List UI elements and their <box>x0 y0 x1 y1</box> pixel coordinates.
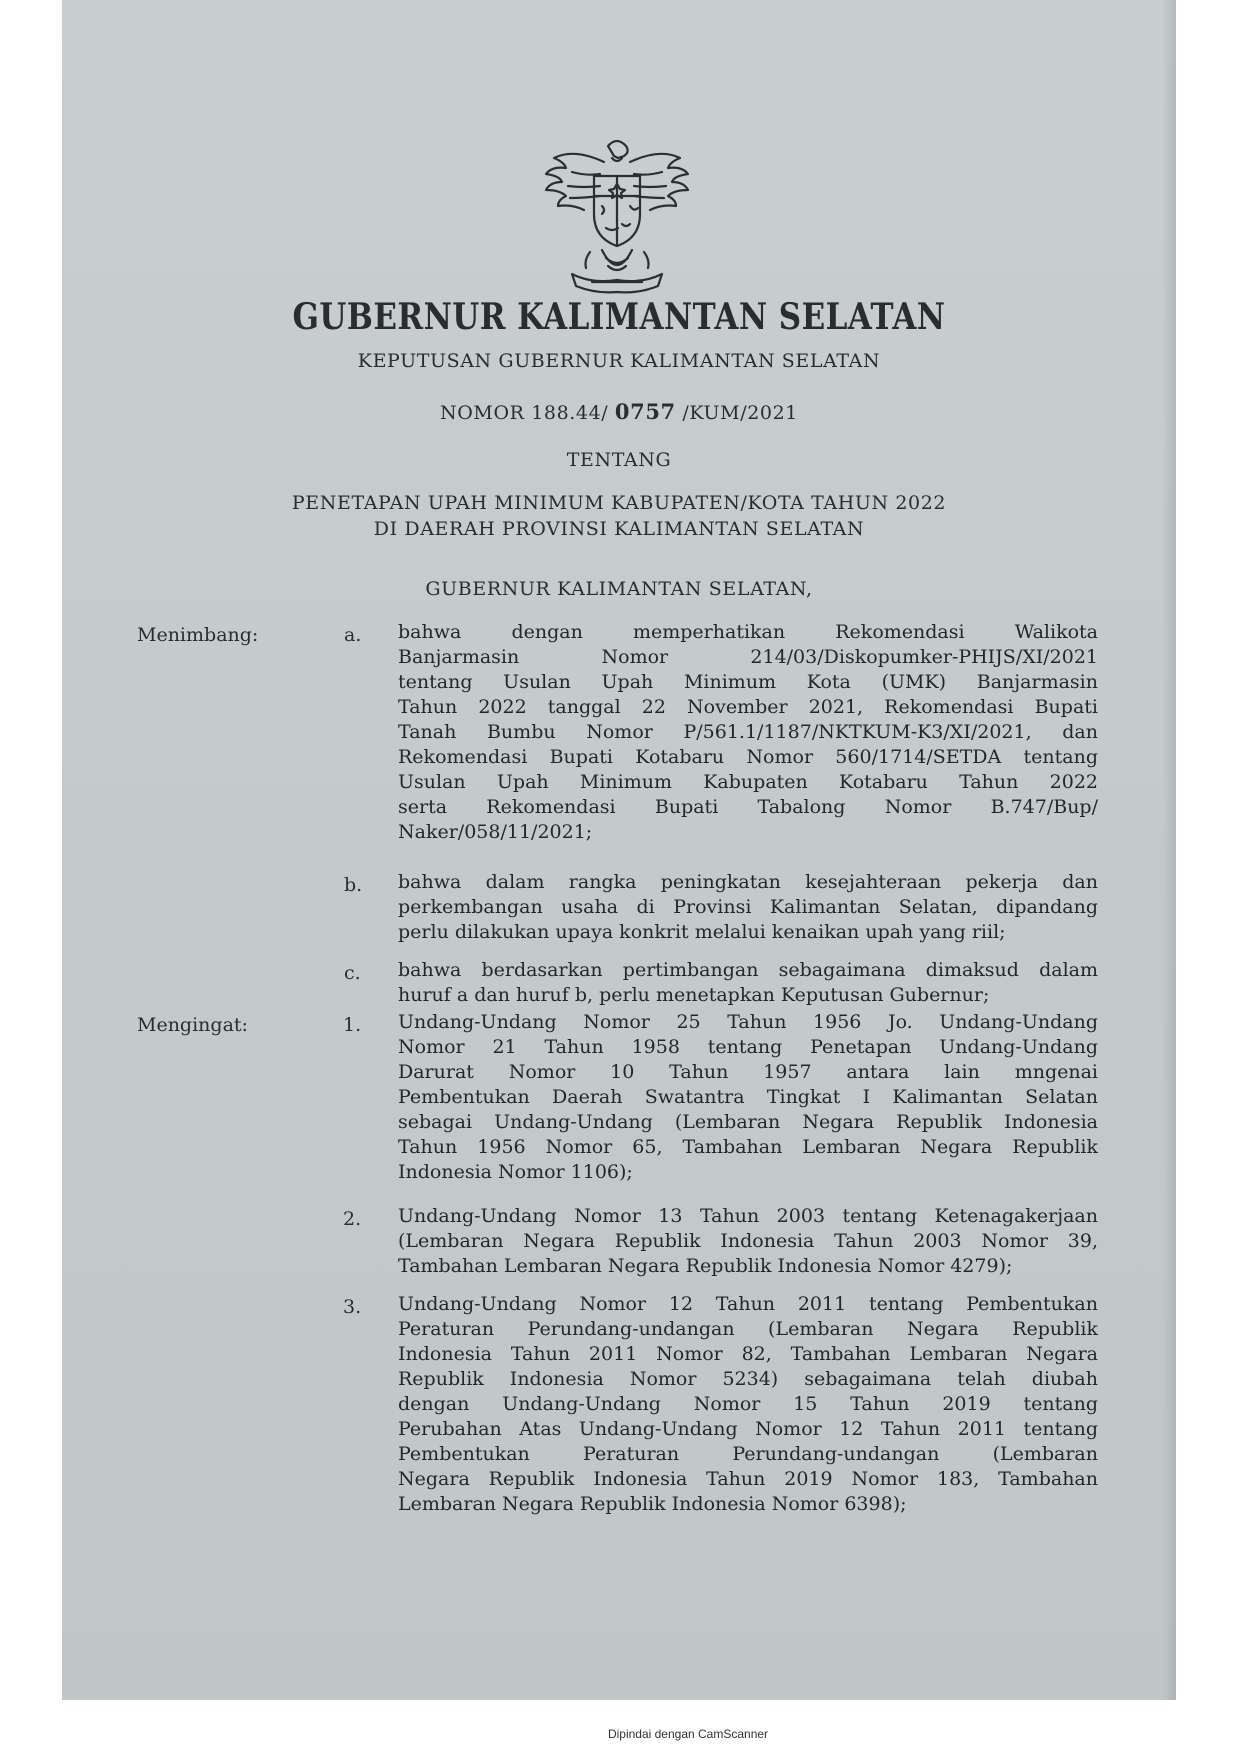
scanner-watermark: Dipindai dengan CamScanner <box>607 1727 769 1741</box>
mengingat-marker-3: 3. <box>343 1296 362 1318</box>
mengingat-label: Mengingat: <box>137 1014 248 1036</box>
decree-number-prefix: NOMOR 188.44/ <box>440 402 609 424</box>
menimbang-label: Menimbang: <box>137 624 259 646</box>
menimbang-marker-c: c. <box>344 962 361 984</box>
decree-title-line-2: DI DAERAH PROVINSI KALIMANTAN SELATAN <box>373 518 865 540</box>
garuda-emblem-icon <box>542 132 692 300</box>
text-line: Pembentukan Daerah Swatantra Tingkat I Kalimantan Selatan <box>398 1086 1098 1108</box>
mengingat-item-2 <box>398 1204 1098 1279</box>
text-line: bahwa dengan memperhatikan Rekomendasi Walikota <box>398 621 1098 643</box>
text-line: tentang Usulan Upah Minimum Kota (UMK) Banjarmasin <box>398 671 1098 693</box>
text-line: Banjarmasin Nomor 214/03/Diskopumker-PHIJS/XI/2021 <box>398 646 1098 668</box>
text-line: Nomor 21 Tahun 1958 tentang Penetapan Undang-Undang <box>398 1036 1098 1058</box>
text-line: Negara Republik Indonesia Tahun 2019 Nomor 183, Tambahan <box>398 1468 1098 1490</box>
text-line: perkembangan usaha di Provinsi Kalimantan Selatan, dipandang <box>398 896 1098 918</box>
text-line: Tahun 1956 Nomor 65, Tambahan Lembaran Negara Republik <box>398 1136 1098 1158</box>
scanned-page <box>62 0 1176 1700</box>
text-line: Undang-Undang Nomor 13 Tahun 2003 tentang Ketenagakerjaan <box>398 1205 1098 1227</box>
text-line: Darurat Nomor 10 Tahun 1957 antara lain mngenai <box>398 1061 1098 1083</box>
decree-number-value: 0757 <box>614 399 676 424</box>
text-line: huruf a dan huruf b, perlu menetapkan Keputusan Gubernur; <box>398 984 990 1006</box>
mengingat-item-1 <box>398 1010 1098 1185</box>
text-line: Republik Indonesia Nomor 5234) sebagaimana telah diubah <box>398 1368 1098 1390</box>
text-line: (Lembaran Negara Republik Indonesia Tahun 2003 Nomor 39, <box>398 1230 1098 1252</box>
decree-number <box>62 399 1176 424</box>
menimbang-marker-b: b. <box>344 874 363 896</box>
text-line: dengan Undang-Undang Nomor 15 Tahun 2019 tentang <box>398 1393 1098 1415</box>
text-line: Tambahan Lembaran Negara Republik Indonesia Nomor 4279); <box>398 1255 1013 1277</box>
menimbang-item-a <box>398 620 1098 845</box>
text-line: Lembaran Negara Republik Indonesia Nomor 6398); <box>398 1493 907 1515</box>
text-line: perlu dilakukan upaya konkrit melalui kenaikan upah yang riil; <box>398 921 1006 943</box>
decree-subtitle: KEPUTUSAN GUBERNUR KALIMANTAN SELATAN <box>357 350 881 372</box>
menimbang-item-b <box>398 870 1098 945</box>
governor-opening: GUBERNUR KALIMANTAN SELATAN, <box>425 578 813 600</box>
decree-number-suffix: /KUM/2021 <box>682 402 798 424</box>
text-line: Rekomendasi Bupati Kotabaru Nomor 560/1714/SETDA tentang <box>398 746 1098 768</box>
mengingat-marker-2: 2. <box>343 1208 362 1230</box>
mengingat-item-3 <box>398 1292 1098 1517</box>
text-line: Usulan Upah Minimum Kabupaten Kotabaru Tahun 2022 <box>398 771 1098 793</box>
document-title: GUBERNUR KALIMANTAN SELATAN <box>292 296 946 338</box>
tentang-heading: TENTANG <box>566 449 672 471</box>
menimbang-marker-a: a. <box>344 624 362 646</box>
menimbang-item-c <box>398 958 1098 1008</box>
text-line: Peraturan Perundang-undangan (Lembaran Negara Republik <box>398 1318 1098 1340</box>
text-line: bahwa berdasarkan pertimbangan sebagaimana dimaksud dalam <box>398 959 1098 981</box>
text-line: sebagai Undang-Undang (Lembaran Negara Republik Indonesia <box>398 1111 1098 1133</box>
decree-title-line-1: PENETAPAN UPAH MINIMUM KABUPATEN/KOTA TAHUN 2022 <box>291 492 947 514</box>
mengingat-marker-1: 1. <box>343 1014 362 1036</box>
text-line: Naker/058/11/2021; <box>398 821 593 843</box>
text-line: Undang-Undang Nomor 12 Tahun 2011 tentang Pembentukan <box>398 1293 1098 1315</box>
text-line: Tanah Bumbu Nomor P/561.1/1187/NKTKUM-K3/XI/2021, dan <box>398 721 1098 743</box>
text-line: Indonesia Nomor 1106); <box>398 1161 633 1183</box>
text-line: Undang-Undang Nomor 25 Tahun 1956 Jo. Undang-Undang <box>398 1011 1098 1033</box>
text-line: serta Rekomendasi Bupati Tabalong Nomor B.747/Bup/ <box>398 796 1098 818</box>
text-line: Tahun 2022 tanggal 22 November 2021, Rekomendasi Bupati <box>398 696 1098 718</box>
text-line: Pembentukan Peraturan Perundang-undangan (Lembaran <box>398 1443 1098 1465</box>
text-line: Indonesia Tahun 2011 Nomor 82, Tambahan Lembaran Negara <box>398 1343 1098 1365</box>
text-line: Perubahan Atas Undang-Undang Nomor 12 Tahun 2011 tentang <box>398 1418 1098 1440</box>
text-line: bahwa dalam rangka peningkatan kesejahteraan pekerja dan <box>398 871 1098 893</box>
